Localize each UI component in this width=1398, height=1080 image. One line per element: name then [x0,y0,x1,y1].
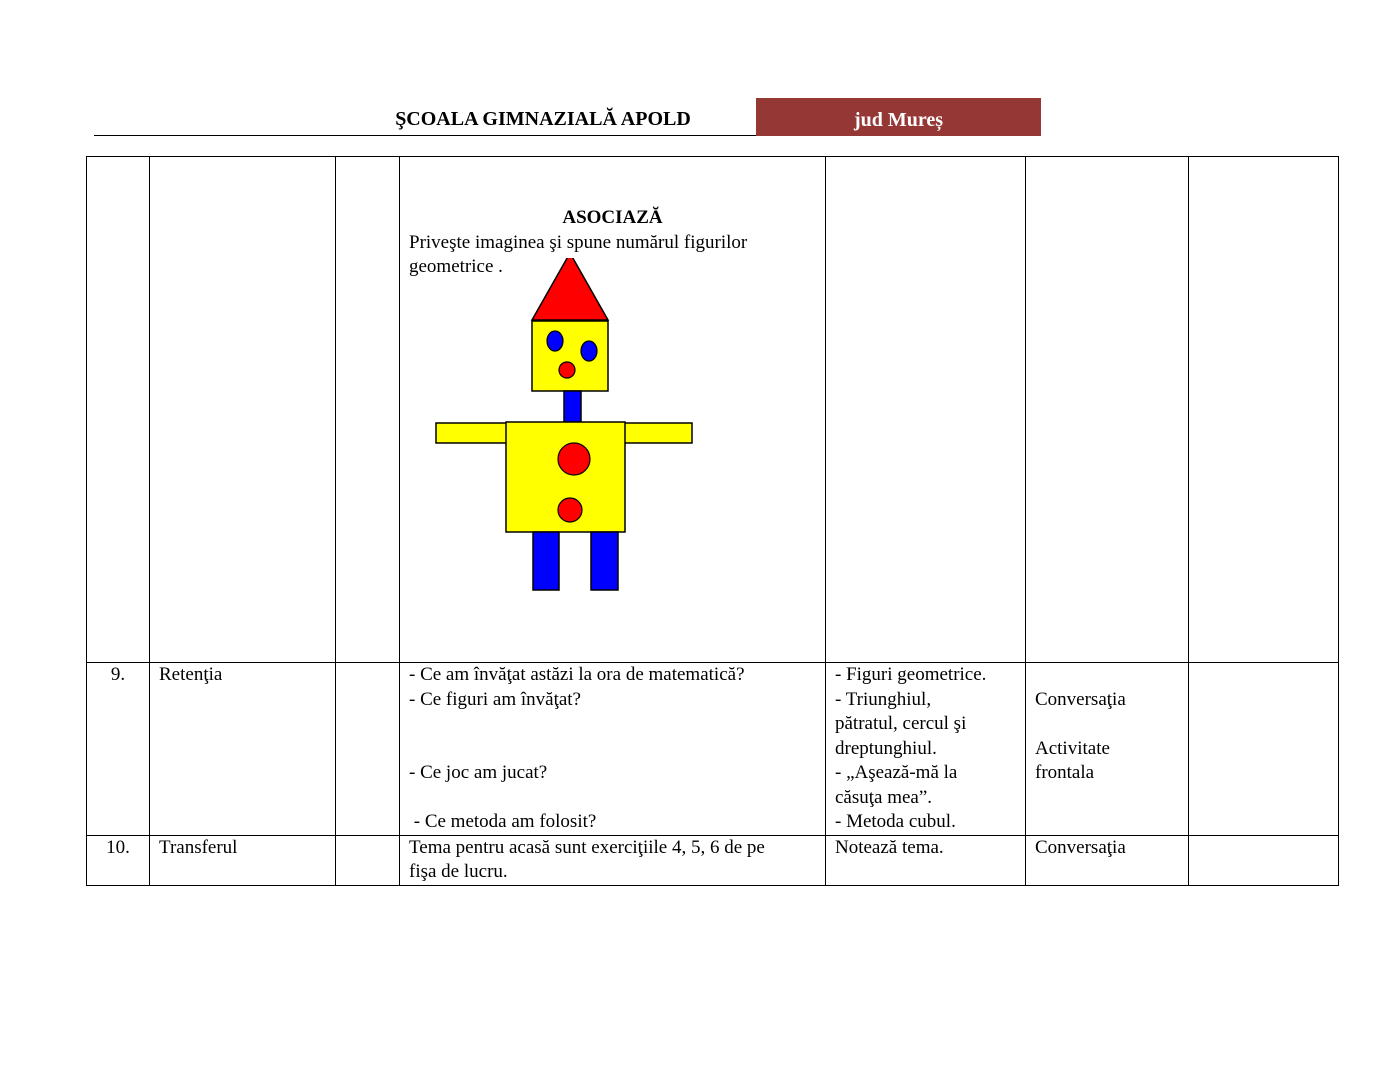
cell-stage [150,157,336,663]
teaching-methods: Conversaţia Activitate frontala [1026,663,1189,836]
cell-objectives [336,157,400,663]
row-number: 10. [87,835,150,885]
table-row [87,835,1339,885]
robot-image [400,258,826,603]
left-arm [436,423,514,443]
stage-name: Retenţia [150,663,336,836]
stage-name: Transferul [150,835,336,885]
left-leg [533,532,559,590]
button-large [558,443,590,475]
button-small [558,498,582,522]
nose-circle [559,362,575,378]
triangle-hat [532,258,608,320]
table-row [87,157,1339,663]
geometric-robot-figure [400,280,816,625]
right-leg [591,532,618,590]
cell-number [87,157,150,663]
left-eye [547,331,563,351]
cell-evaluation [1189,835,1339,885]
table-row [87,663,1339,836]
cell-activity [400,157,826,663]
right-arm [624,423,692,443]
right-eye [581,341,597,361]
cell-objectives [336,663,400,836]
lesson-plan-table [86,156,1339,886]
teacher-activity: - Ce am învăţat astăzi la ora de matematică? - Ce figuri am învăţat? - Ce joc am jucat? - Ce metoda am folosit? [400,663,826,836]
activity-title: ASOCIAZĂ [562,207,663,228]
cell-evaluation [1189,157,1339,663]
cell-methods [1026,157,1189,663]
activity-instruction: Priveşte imaginea şi spune numărul figurilor geometrice . [409,231,748,277]
school-name: ŞCOALA GIMNAZIALĂ APOLD [395,108,691,130]
row-number: 9. [87,663,150,836]
county-banner: jud Mureș [756,98,1041,136]
header-rule [94,135,756,136]
cell-students [826,157,1026,663]
student-activity: Notează tema. [826,835,1026,885]
teaching-methods: Conversaţia [1026,835,1189,885]
teacher-activity: Tema pentru acasă sunt exerciţiile 4, 5, 6 de pe fişa de lucru. [400,835,826,885]
neck-rectangle [564,391,581,422]
cell-evaluation [1189,663,1339,836]
student-activity: - Figuri geometrice. - Triunghiul, pătratul, cercul şi dreptunghiul. - „Aşează-mă la căsuţa mea”. - Metoda cubul. [826,663,1026,836]
cell-objectives [336,835,400,885]
